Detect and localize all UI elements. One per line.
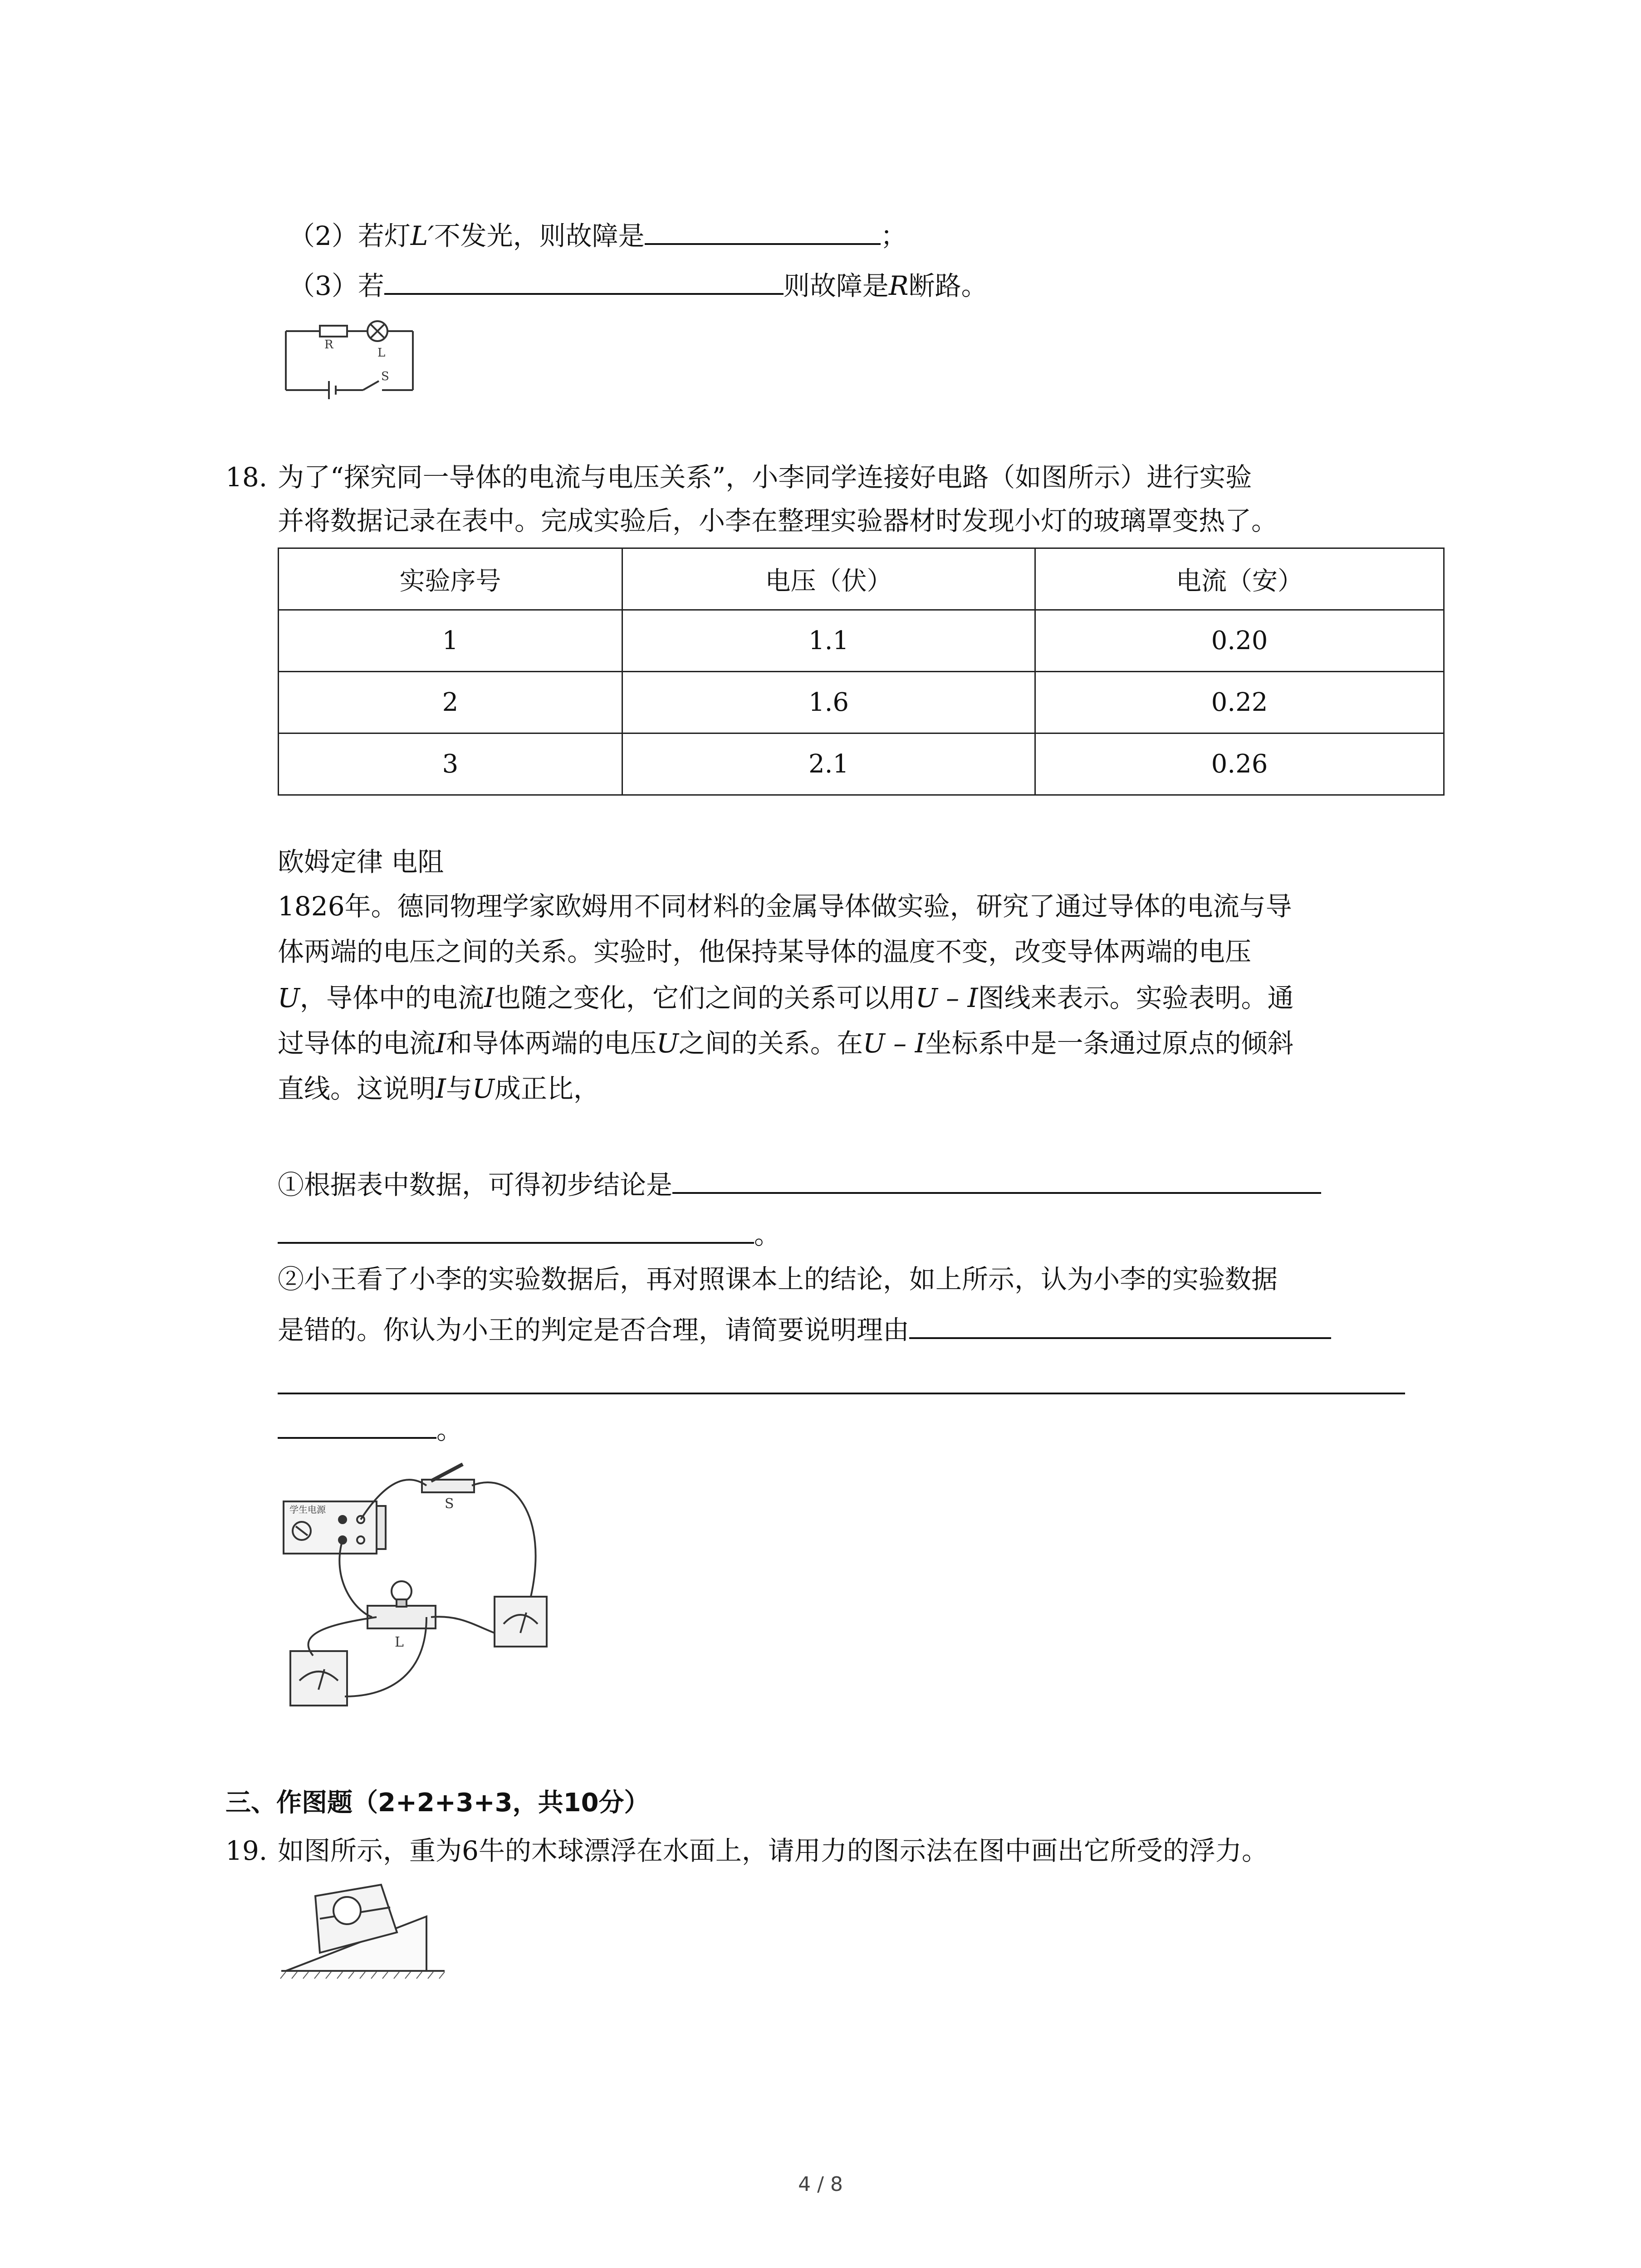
power-supply-side: [377, 1506, 386, 1549]
bulb-icon: [392, 1581, 411, 1601]
label-r: R: [324, 338, 333, 352]
table-row: [279, 610, 1444, 672]
q18-apparatus-diagram: [277, 1461, 594, 1715]
resistor-symbol: [320, 326, 347, 337]
switch-blade: [431, 1464, 463, 1481]
wooden-ball: [333, 1897, 361, 1924]
q18-sub2-answer-blank-end[interactable]: [278, 1411, 436, 1439]
reading-title: 欧姆定律 电阻: [278, 846, 444, 877]
switch-blade: [363, 381, 379, 390]
ammeter: [495, 1597, 547, 1647]
label-s: S: [445, 1496, 454, 1512]
terminal-icon: [339, 1516, 346, 1523]
q18-stem-line1: 为了“探究同一导体的电流与电压关系”，小李同学连接好电路（如图所示）进行实验: [278, 462, 1252, 493]
wire: [472, 1482, 536, 1597]
bulb-socket: [397, 1599, 407, 1607]
q18-sub2-answer-line[interactable]: [278, 1393, 1405, 1394]
q18-sub1-answer-blank[interactable]: [672, 1166, 1321, 1194]
q18-sub1: ①根据表中数据，可得初步结论是: [278, 1166, 1321, 1203]
table-cell: 2.1: [622, 733, 1035, 795]
page-number: 4 / 8: [798, 2173, 843, 2196]
table-cell: 0.20: [1035, 610, 1444, 672]
table-cell: 0.22: [1035, 672, 1444, 733]
reading-line3: U，导体中的电流I也随之变化，它们之间的关系可以用U – I图线来表示。实验表明。通: [278, 982, 1294, 1013]
q18-sub2-line2: 是错的。你认为小王的判定是否合理，请简要说明理由: [278, 1311, 1331, 1348]
q19-stem: 如图所示，重为6牛的木球漂浮在水面上，请用力的图示法在图中画出它所受的浮力。: [278, 1835, 1268, 1866]
q19-floating-ball-diagram: [277, 1878, 449, 1987]
q18-sub2-cont: 。: [278, 1411, 463, 1448]
reading-line4: 过导体的电流I和导体两端的电压U之间的关系。在U – I坐标系中是一条通过原点的倾斜: [278, 1028, 1294, 1059]
table-cell: 0.26: [1035, 733, 1444, 795]
table-header-row: [279, 548, 1444, 610]
q18-sub1-cont: 。: [278, 1216, 780, 1253]
power-supply-label: 学生电源: [289, 1504, 326, 1515]
q18-data-table: [278, 547, 1445, 796]
wire: [431, 1617, 495, 1633]
q18-number: 18.: [225, 462, 268, 493]
q17-part3: （3）若 则故障是R断路。: [289, 267, 988, 304]
table-header-cell: 实验序号: [279, 548, 622, 610]
q17-part2-answer-blank[interactable]: [645, 217, 881, 245]
table-row: [279, 672, 1444, 733]
table-cell: 1: [279, 610, 622, 672]
q18-stem-line2: 并将数据记录在表中。完成实验后，小李在整理实验器材时发现小灯的玻璃罩变热了。: [278, 505, 1278, 536]
switch-base: [422, 1480, 474, 1492]
q18-sub2-answer-blank[interactable]: [909, 1311, 1331, 1339]
table-header-cell: 电压（伏）: [622, 548, 1035, 610]
q17-circuit-diagram: [277, 313, 426, 399]
wire: [308, 1617, 377, 1656]
q18-sub1-answer-blank-cont[interactable]: [278, 1216, 754, 1244]
q17-part3-answer-blank[interactable]: [384, 267, 784, 295]
table-cell: 1.6: [622, 672, 1035, 733]
label-l: L: [395, 1634, 404, 1650]
table-header-cell: 电流（安）: [1035, 548, 1444, 610]
ground-hatching: [280, 1972, 445, 1979]
section-heading: 三、作图题（2+2+3+3，共10分）: [225, 1788, 650, 1818]
label-s: S: [381, 370, 389, 383]
q19-number: 19.: [225, 1835, 268, 1866]
table-row: [279, 733, 1444, 795]
reading-line5: 直线。这说明I与U成正比，: [278, 1073, 600, 1104]
table-cell: 2: [279, 672, 622, 733]
q17-part2: （2）若灯L′不发光，则故障是 ；: [289, 217, 907, 254]
voltmeter: [290, 1651, 347, 1706]
table-cell: 3: [279, 733, 622, 795]
table-cell: 1.1: [622, 610, 1035, 672]
label-l: L: [377, 346, 386, 360]
reading-line2: 体两端的电压之间的关系。实验时，他保持某导体的温度不变，改变导体两端的电压: [278, 936, 1252, 967]
q18-sub2-line1: ②小王看了小李的实验数据后，再对照课本上的结论，如上所示，认为小李的实验数据: [278, 1264, 1278, 1295]
reading-line1: 1826年。德同物理学家欧姆用不同材料的金属导体做实验，研究了通过导体的电流与导: [278, 891, 1292, 922]
